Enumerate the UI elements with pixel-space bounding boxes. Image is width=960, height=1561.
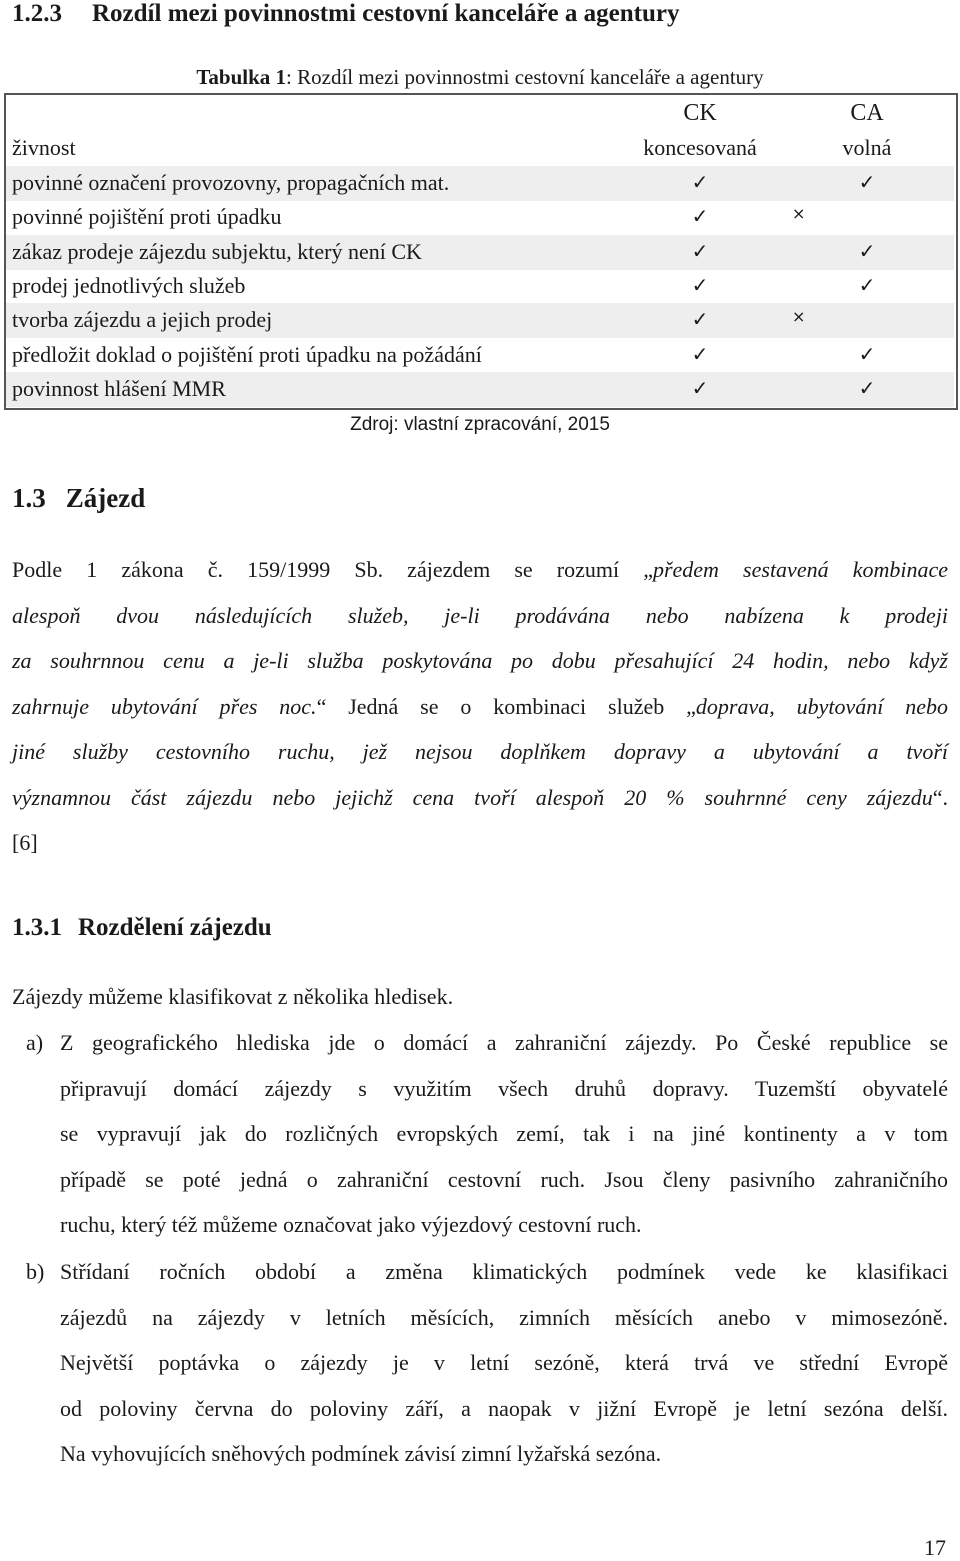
text-line: Z geografického hlediska jde o domácí a zahraniční zájezdy. Po České republice se xyxy=(60,1030,948,1055)
check-icon: ✓ xyxy=(691,342,709,366)
cell-ca: volná xyxy=(842,135,892,160)
text-line: případě se poté jedná o zahraniční cestovní ruch. Jsou členy pasivního zahraničního xyxy=(60,1166,948,1192)
text-line: připravují domácí zájezdy s využitím všech druhů dopravy. Tuzemští obyvatelé xyxy=(60,1075,948,1101)
check-icon: ✓ xyxy=(691,170,709,194)
cross-icon: × xyxy=(792,204,806,223)
check-icon: ✓ xyxy=(858,342,876,366)
table-caption-label: Tabulka 1 xyxy=(196,65,287,89)
text-line: ruchu, který též můžeme označovat jako výjezdový cestovní ruch. xyxy=(60,1212,642,1237)
text-line: Střídaní ročních období a změna klimatických podmínek vede ke klasifikaci xyxy=(60,1259,948,1284)
row-label: zákaz prodeje zájezdu subjektu, který není CK xyxy=(12,239,422,264)
table-row xyxy=(6,200,954,235)
section-title: Zájezd xyxy=(65,483,146,513)
table-row xyxy=(6,303,954,338)
check-icon: ✓ xyxy=(858,239,876,263)
text-line: Na vyhovujících sněhových podmínek závisí zimní lyžařská sezóna. xyxy=(60,1441,662,1466)
table-row xyxy=(6,372,954,407)
check-icon: ✓ xyxy=(691,307,709,331)
intro-text: Zájezdy můžeme klasifikovat z několika hledisek. xyxy=(12,984,454,1009)
row-label: živnost xyxy=(12,135,76,160)
row-label: povinnost hlášení MMR xyxy=(12,376,226,401)
text-line: jiné služby cestovního ruchu, jež nejsou doplňkem dopravy a ubytování a tvoří xyxy=(12,739,948,764)
text-line: Podle 1 zákona č. 159/1999 Sb. zájezdem se rozumí „předem sestavená kombinace xyxy=(12,557,948,582)
text-line: alespoň dvou následujících služeb, je-li prodávána nebo nabízena k prodeji xyxy=(12,602,948,628)
row-label: předložit doklad o pojištění proti úpadku na požádání xyxy=(12,342,482,367)
citation: [6] xyxy=(12,830,38,855)
cross-icon: × xyxy=(792,307,806,326)
header-ck: CK xyxy=(683,100,717,126)
table-row xyxy=(6,235,954,270)
section-title: Rozdělení zájezdu xyxy=(78,914,272,941)
row-label: tvorba zájezdu a jejich prodej xyxy=(12,307,273,332)
text-line: za souhrnnou cenu a je-li služba poskytována po dobu přesahující 24 hodin, nebo když xyxy=(12,648,948,673)
list-item-body xyxy=(60,1020,948,1248)
section-heading-1-3-1 xyxy=(12,914,272,942)
table-source: Zdroj: vlastní zpracování, 2015 xyxy=(350,414,610,435)
section-heading-1-3 xyxy=(12,483,145,514)
check-icon: ✓ xyxy=(858,170,876,194)
check-icon: ✓ xyxy=(858,376,876,400)
check-icon: ✓ xyxy=(691,273,709,297)
definition-paragraph xyxy=(12,547,948,866)
cell-ck: koncesovaná xyxy=(643,135,757,160)
row-label: prodej jednotlivých služeb xyxy=(12,273,246,298)
page-number: 17 xyxy=(924,1535,946,1560)
check-icon: ✓ xyxy=(691,204,709,228)
table-row xyxy=(6,269,954,304)
text-line: zahrnuje ubytování přes noc.“ Jedná se o kombinaci služeb „doprava, ubytování nebo xyxy=(12,693,949,719)
table-row xyxy=(6,338,954,373)
section-title: Rozdíl mezi povinnostmi cestovní kanceláře a agentury xyxy=(92,0,680,27)
section-number: 1.2.3 xyxy=(12,0,62,27)
section-number: 1.3.1 xyxy=(12,914,62,941)
list-marker: b) xyxy=(26,1259,45,1284)
list-item-body xyxy=(60,1249,948,1477)
check-icon: ✓ xyxy=(858,273,876,297)
table-row xyxy=(6,166,954,201)
text-line: významnou část zájezdu nebo jejichž cena tvoří alespoň 20 % souhrnné ceny zájezdu“. xyxy=(12,784,948,810)
row-label: povinné pojištění proti úpadku xyxy=(12,204,282,229)
text-line: Největší poptávka o zájezdy je v letní sezóně, která trvá ve střední Evropě xyxy=(60,1350,948,1375)
text-line: se vypravují jak do rozličných evropských zemí, tak i na jiné kontinenty a v tom xyxy=(60,1121,948,1146)
section-number: 1.3 xyxy=(12,483,46,513)
check-icon: ✓ xyxy=(691,239,709,263)
text-line: zájezdů na zájezdy v letních měsících, zimních měsících anebo v mimosezóně. xyxy=(60,1304,948,1330)
header-ca: CA xyxy=(850,100,884,126)
table-caption xyxy=(0,65,960,90)
list-marker: a) xyxy=(26,1030,44,1055)
section-heading-1-2-3 xyxy=(12,0,679,28)
table-row xyxy=(6,131,954,166)
check-icon: ✓ xyxy=(691,376,709,400)
text-line: od poloviny června do poloviny září, a naopak v jižní Evropě je letní sezóna delší. xyxy=(60,1395,948,1421)
table-caption-text: : Rozdíl mezi povinnostmi cestovní kanceláře a agentury xyxy=(286,65,764,89)
table-header-row xyxy=(6,96,954,131)
row-label: povinné označení provozovny, propagačních mat. xyxy=(12,170,450,195)
